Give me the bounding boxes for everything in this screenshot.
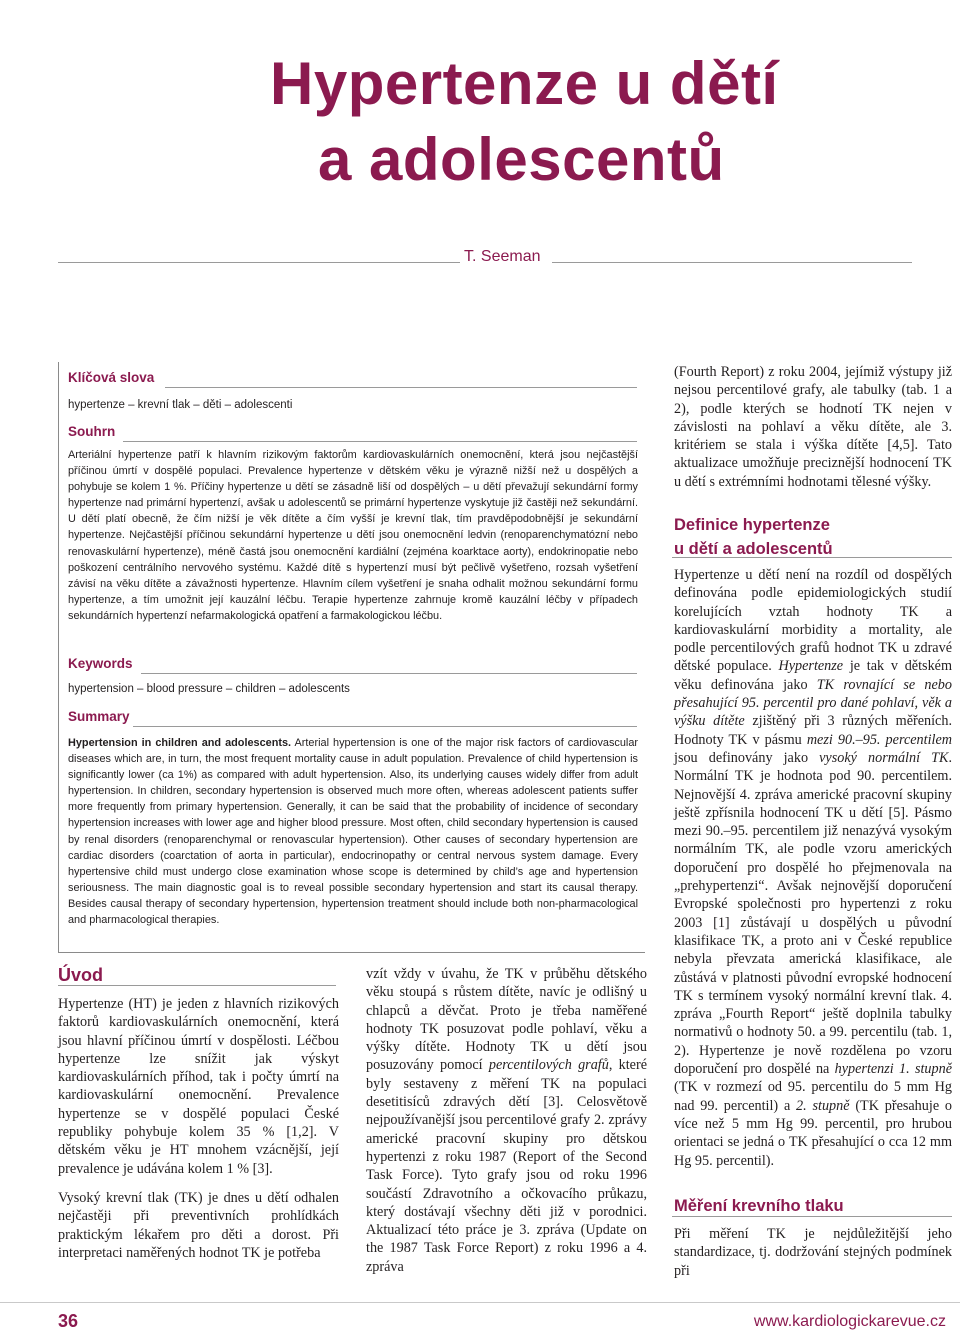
section-rule-mereni (672, 1216, 952, 1217)
summary-lead: Hypertension in children and adolescents. (68, 737, 292, 749)
journal-website-link[interactable]: www.kardiologickarevue.cz (753, 1313, 946, 1330)
author-rule-left (58, 262, 460, 263)
definice-paragraph (674, 566, 952, 1170)
keywords-cz-rule (165, 387, 637, 388)
def-text-g: (TK přesahuje o více než 5 mm Hg 99. percentil, pro hrubou orientaci se jedná o TK přesahující o cca 12 mm Hg 95. percentil). (674, 1097, 953, 1169)
def-italic-1: Hypertenze (778, 658, 844, 675)
definice-heading-line-2: u dětí a adolescentů (674, 540, 833, 558)
def-text-f: (TK v rozmezí od 95. percentilu do 5 mm Hg nad 99. percentil) a (674, 1079, 952, 1114)
abstract-box (58, 362, 645, 953)
def-text-d: jsou definovány jako (674, 749, 820, 766)
keywords-en: hypertension – blood pressure – children – adolescents (68, 683, 350, 695)
summary-rule (133, 726, 637, 727)
summary-heading: Summary (68, 709, 130, 724)
def-italic-6: 2. stupně (796, 1097, 850, 1114)
title-line-2: a adolescentů (318, 126, 725, 193)
def-text-b: je tak v dětském věku definována jako (674, 658, 952, 693)
souhrn-rule (123, 441, 637, 442)
title-line-1: Hypertenze u dětí (270, 50, 779, 117)
summary-body: Arterial hypertension is one of the major risk factors of cardiovascular diseases which are, in turn, the most frequent mortality cause in adult population. Prevalence of child hypertension is significantly lower (ca 1%) as compared with adult hypertension. Also, its underlying causes widely differ from adult hypertension. In children, secondary hypertension is observed much more often, whereas adolescent patients suffer more frequently from primary hypertension. Generally, it can be said that the probability of incidence of secondary hypertension increases with lower age and higher blood pressure. Most often, child secondary hypertension is caused by renal disorders (renoparenchymal or renovascular hypertension). Other causes of secondary hypertension are cardiac disorders (coarctation of aorta in particular), endocrinopathy or central nervous system damage. Every hypertensive child must undergo close examination whose scope is determined by child’s age and hypertension seriousness. The main diagnostic goal is to reveal possible secondary hypertension and start its causal therapy. Besides causal therapy of secondary hypertension, hypertension treatment should include both non-pharmacological and pharmacological therapies. (68, 737, 639, 927)
col2-paragraph (366, 965, 647, 1276)
def-text-a: Hypertenze u dětí není na rozdíl od dospělých definována podle epidemiologických studií korelujících vztah hodnoty TK a kardiovaskulární morbidity a mortality, ale podle percentilových grafů hodnot TK u zdravé dětské populace. (674, 567, 952, 675)
section-heading-definice (674, 513, 833, 561)
souhrn-heading: Souhrn (68, 424, 116, 439)
uvod-paragraph-1: Hypertenze (HT) je jeden z hlavních rizikových faktorů kardiovaskulárních onemocnění, která jsou hlavní příčinou úmrtí v dospělosti. Léčbou hypertenze lze snížit jak výskyt kardiovaskulárních příhod, tak i počty úmrtí na kardiovaskulární onemocnění. Prevalence hypertenze se v dospělé populaci České republiky pohybuje kolem 35 % [1,2]. V dětském věku je HT mnohem vzácnější, její prevalence je udávána kolem 1 % [3]. (58, 996, 339, 1177)
keywords-en-rule (141, 673, 637, 674)
col2-text-b: , které byly sestaveny z měření TK na populaci desetitisíců zdravých dětí [3]. Celosvětově nejpoužívanější jsou percentilové grafy 2. zprávy americké pracovní skupiny pro dětskou hypertenzi z roku 1987 (Report of the Second Task Force). Tyto grafy jsou od roku 1996 součástí Zdravotního a očkovacího průkazu, který dostávají všechny děti již v porodnici. Aktualizací této práce je 3. zpráva (Update on the 1987 Task Force Report) z roku 1996 a 4. zpráva (366, 1057, 647, 1275)
footer-rule (0, 1302, 960, 1303)
mereni-paragraph: Při měření TK je nejdůležitější jeho standardizace, tj. dodržování stejných podmínek při (674, 1226, 952, 1279)
def-text-e: . Normální TK je hodnota pod 90. percentilem. Nejnovější 4. zpráva americké pracovní skupiny ještě zpřísnila hodnocení TK u dětí [5]. Pásmo mezi 90.–95. percentilem již nenazývá vysokým normálním TK, ale podle vzoru amerických doporučení pro dospělé ho přejmenovala na „prehypertenzi“. Avšak nejnovější doporučení Evropské společnosti pro hypertenzi z roku 2003 [1] zůstávají u dospělých u původní klasifikace TK, a proto ani v České republice nebyla převzata americká klasifikace, ale zůstává v platnosti původní evropské hodnocení TK s termínem vysoký normální krevní tlak. 4. zpráva „Fourth Report“ ještě doplnila tabulky normativů o hodnoty 50. a 99. percentilu (tab. 1, 2). Hypertenze je nově rozdělena po vzoru doporučení pro dospělé na (674, 749, 952, 1078)
keywords-en-heading: Keywords (68, 656, 133, 671)
def-italic-5: hypertenzi 1. stupně (834, 1061, 953, 1078)
author-name: T. Seeman (464, 248, 541, 265)
col2-text-italic: percentilových grafů (488, 1057, 609, 1074)
def-italic-3: mezi 90.–95. percentilem (806, 731, 952, 748)
section-rule-uvod (58, 985, 336, 986)
uvod-paragraph-2: Vysoký krevní tlak (TK) je dnes u dětí odhalen nejčastěji při preventivních prohlídkách praktickým lékařem pro děti a dorost. Při interpretaci naměřených hodnot TK je potřeba (58, 1190, 339, 1261)
def-text-c: zjištěný při 3 různých měřeních. Hodnoty TK v pásmu (674, 713, 952, 748)
def-italic-2: TK rovnající se nebo přesahující 95. percentil pro dané pohlaví, věk a výšku dítěte (674, 676, 952, 730)
author-rule-right (552, 262, 912, 263)
keywords-cz-heading: Klíčová slova (68, 370, 155, 385)
section-heading-uvod: Úvod (58, 965, 103, 985)
col2-text-a: vzít vždy v úvahu, že TK v průběhu dětského věku stoupá s růstem dítěte, navíc je odlišný u chlapců a děvčat. Proto je třeba naměřené hodnoty TK posuzovat podle pohlaví, věku a výšky dítěte. Hodnoty TK u dětí jsou posuzovány pomocí (366, 966, 647, 1074)
section-heading-mereni: Měření krevního tlaku (674, 1197, 844, 1215)
souhrn-text: Arteriální hypertenze patří k hlavním rizikovým faktorům kardiovaskulárních onemocnění, která jsou nejčastější příčinou úmrtí v dospělé populaci. Prevalence hypertenze v dětském věku je výrazně nižší než u dospělých a pohybuje se kolem 1 %. Příčiny hypertenze u dětí se zásadně liší od dospělých – u dětí převažují sekundární formy hypertenze nad primární hypertenzí, avšak u adolescentů se primární hypertenze vyskytuje již častěji než sekundární. U dětí platí obecně, že čím nižší je věk dítěte a čím vyšší je krevní tlak, tím pravděpodobnější je sekundární hypertenze. Nejčastější příčinou sekundární hypertenze u dětí jsou onemocnění ledvin (renoparenchymatózní nebo renovaskulární hypertenze), méně častá jsou onemocnění kardiální (zejména koarktace aorty), endokrinopatie nebo poškození centrálního nervového systému. Každé dítě s hypertenzí musí být pečlivě vyšetřeno, rozsah vyšetření závisí na věku dítěte a závažnosti hypertenze. Hlavním cílem vyšetření je snaha odhalit možnou sekundární formu hypertenze, a tím umožnit její kauzální léčbu. Terapie hypertenze zahrnuje kromě kauzální léčby v případech sekundárních hypertenzí nefarmakologická opatření a farmakologickou léčbu. (68, 449, 638, 622)
keywords-cz: hypertenze – krevní tlak – děti – adolescenti (68, 399, 293, 411)
page-number: 36 (58, 1311, 79, 1331)
definice-heading-line-1: Definice hypertenze (674, 516, 830, 534)
section-rule-definice (672, 557, 952, 558)
summary-text (68, 735, 638, 928)
col3-paragraph-0: (Fourth Report) z roku 2004, jejímiž výstupy již nejsou percentilové grafy, ale tabulky (tab. 1 a 2), podle kterých se hodnotí TK nejen v závislosti na pohlaví a věku dítěte, ale 3. kritériem se stala i výška dítěte [4,5]. Tato aktualizace umožňuje preciznější hodnocení TK u dětí s extrémními hodnotami tělesné výšky. (674, 364, 952, 490)
def-italic-4: vysoký normální TK (819, 749, 949, 766)
